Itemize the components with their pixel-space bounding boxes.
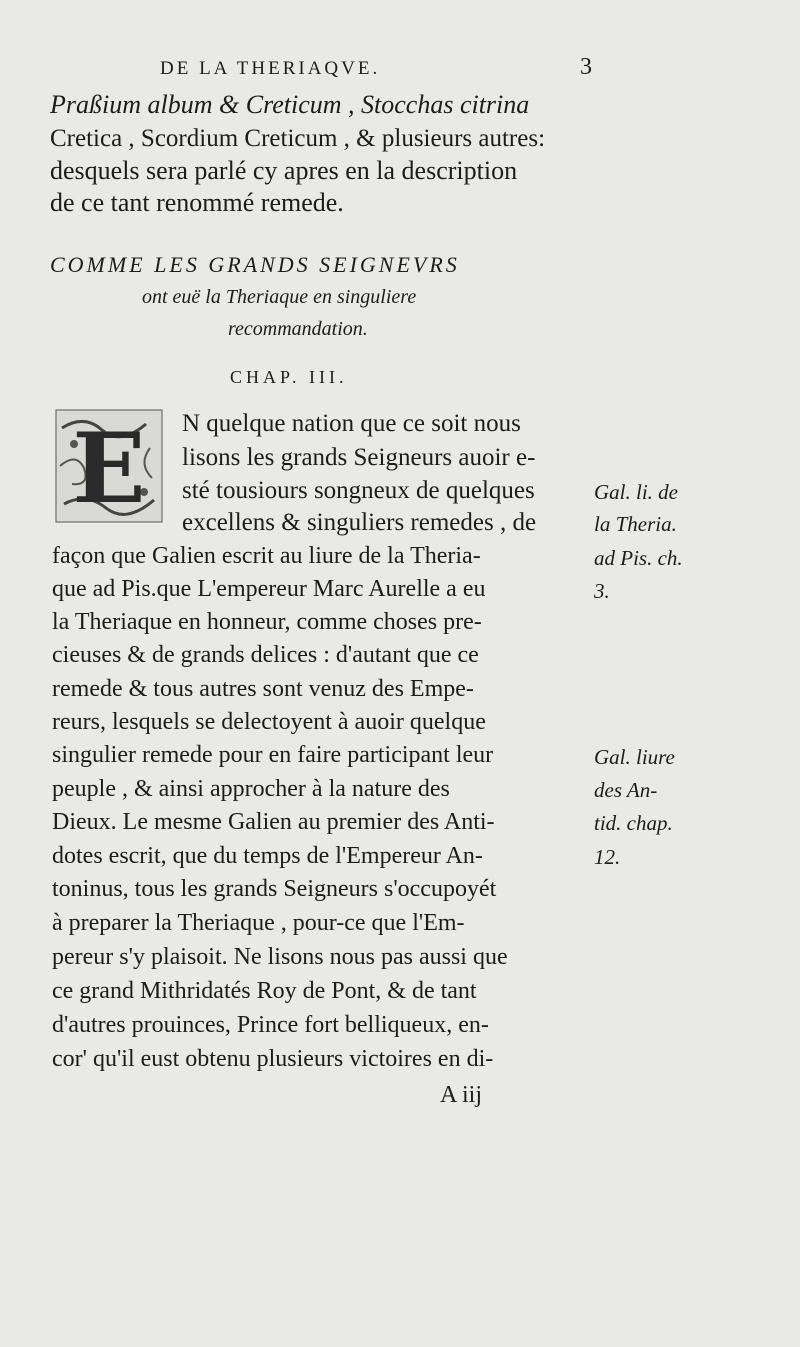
margin-note: Gal. li. de xyxy=(594,480,678,504)
decorated-initial xyxy=(54,408,164,524)
intro-line: desquels sera parlé cy apres en la description xyxy=(50,156,518,185)
margin-note: 12. xyxy=(594,845,621,869)
chapter-title-line: ont euë la Theriaque en singuliere xyxy=(142,286,417,308)
body-line: N quelque nation que ce soit nous xyxy=(182,410,521,437)
margin-note: ad Pis. ch. xyxy=(594,546,683,570)
body-line: lisons les grands Seigneurs auoir e- xyxy=(182,444,536,471)
chapter-title-line: recommandation. xyxy=(228,318,368,340)
intro-line: de ce tant renommé remede. xyxy=(50,188,344,217)
body-line: que ad Pis.que L'empereur Marc Aurelle a eu xyxy=(52,576,486,602)
page-header xyxy=(160,54,600,90)
margin-note: des An- xyxy=(594,778,658,802)
intro-line: Praßium album & Creticum , Stocchas citrina xyxy=(50,90,530,119)
chapter-label: CHAP. III. xyxy=(230,367,348,387)
body-line: cieuses & de grands delices : d'autant que ce xyxy=(52,642,479,668)
body-line: d'autres prouinces, Prince fort belliqueux, en- xyxy=(52,1012,489,1038)
ornament-icon xyxy=(54,408,164,524)
margin-note: Gal. liure xyxy=(594,745,675,769)
margin-note: tid. chap. xyxy=(594,811,673,835)
body-line: façon que Galien escrit au liure de la Theria- xyxy=(52,543,481,569)
body-line: remede & tous autres sont venuz des Empe- xyxy=(52,676,474,702)
initial-letter: E xyxy=(72,412,146,524)
running-title: DE LA THERIAQVE. xyxy=(160,58,381,79)
chapter-title-line: COMME LES GRANDS SEIGNEVRS xyxy=(50,252,460,277)
body-line: dotes escrit, que du temps de l'Empereur An- xyxy=(52,843,483,869)
signature-mark: A iij xyxy=(440,1082,483,1108)
page-number: 3 xyxy=(580,54,592,80)
intro-line: Cretica , Scordium Creticum , & plusieurs autres: xyxy=(50,125,546,152)
body-line: excellens & singuliers remedes , de xyxy=(182,509,537,536)
body-line: Dieux. Le mesme Galien au premier des Anti- xyxy=(52,809,495,835)
body-line: la Theriaque en honneur, comme choses pre- xyxy=(52,609,482,635)
body-line: sté tousiours songneux de quelques xyxy=(182,477,535,504)
body-line: ce grand Mithridatés Roy de Pont, & de tant xyxy=(52,978,477,1004)
margin-note: 3. xyxy=(594,579,610,603)
body-line: toninus, tous les grands Seigneurs s'occupoyét xyxy=(52,876,497,902)
body-line: à preparer la Theriaque , pour-ce que l'Em- xyxy=(52,910,465,936)
body-line: cor' qu'il eust obtenu plusieurs victoires en di- xyxy=(52,1046,494,1072)
body-line: pereur s'y plaisoit. Ne lisons nous pas aussi que xyxy=(52,944,508,970)
body-line: reurs, lesquels se delectoyent à auoir quelque xyxy=(52,709,486,735)
body-line: singulier remede pour en faire participant leur xyxy=(52,742,494,768)
margin-note: la Theria. xyxy=(594,512,677,536)
body-line: peuple , & ainsi approcher à la nature des xyxy=(52,776,450,802)
